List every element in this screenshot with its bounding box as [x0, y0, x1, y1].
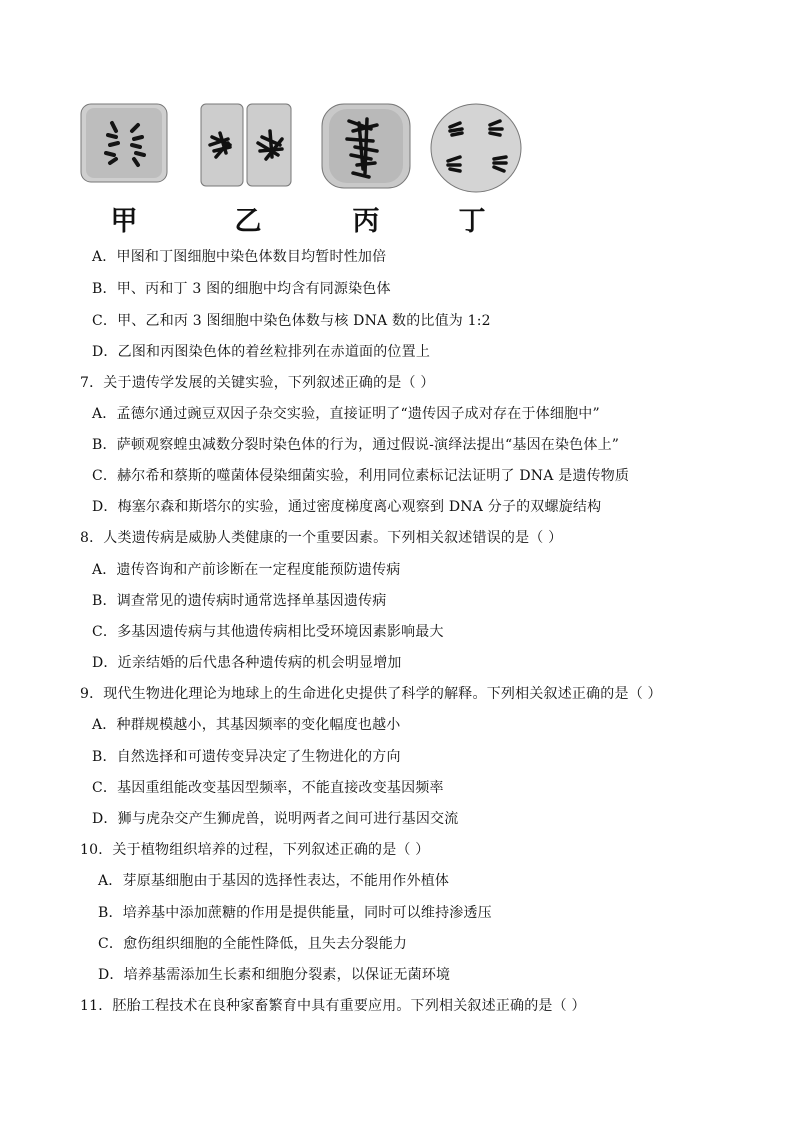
q10-option-d: D．培养基需添加生长素和细胞分裂素，以保证无菌环境 — [98, 967, 451, 983]
q8-option-d: D．近亲结婚的后代患各种遗传病的机会明显增加 — [92, 655, 402, 671]
cell-division-figure — [80, 103, 530, 237]
q10-option-b: B．培养基中添加蔗糖的作用是提供能量，同时可以维持渗透压 — [98, 905, 492, 921]
figure-label-ding: 丁 — [458, 206, 486, 237]
q8-option-c: C．多基因遗传病与其他遗传病相比受环境因素影响最大 — [92, 624, 444, 640]
micrograph-yi — [200, 103, 292, 187]
q8-stem: 8．人类遗传病是威胁人类健康的一个重要因素。下列相关叙述错误的是（ ） — [80, 530, 563, 546]
q11-stem: 11．胚胎工程技术在良种家畜繁育中具有重要应用。下列相关叙述正确的是（ ） — [80, 998, 586, 1014]
q9-option-c: C．基因重组能改变基因型频率，不能直接改变基因频率 — [92, 780, 444, 796]
figure-label-yi: 乙 — [234, 206, 262, 237]
q6-option-b: B．甲、丙和丁 3 图的细胞中均含有同源染色体 — [92, 281, 391, 297]
q10-stem: 10．关于植物组织培养的过程，下列叙述正确的是（ ） — [80, 842, 430, 858]
q7-stem: 7．关于遗传学发展的关键实验，下列叙述正确的是（ ） — [80, 375, 435, 391]
q7-option-d: D．梅塞尔森和斯塔尔的实验，通过密度梯度离心观察到 DNA 分子的双螺旋结构 — [92, 499, 602, 515]
micrograph-ding — [430, 103, 522, 193]
q6-option-d: D．乙图和丙图染色体的着丝粒排列在赤道面的位置上 — [92, 344, 431, 360]
q7-option-c: C．赫尔希和蔡斯的噬菌体侵染细菌实验，利用同位素标记法证明了 DNA 是遗传物质 — [92, 468, 630, 484]
q7-option-a: A．孟德尔通过豌豆双因子杂交实验，直接证明了“遗传因子成对存在于体细胞中” — [92, 406, 600, 422]
q7-option-b: B．萨顿观察蝗虫减数分裂时染色体的行为，通过假说-演绎法提出“基因在染色体上” — [92, 437, 620, 453]
figure-label-jia: 甲 — [110, 206, 138, 237]
q6-option-a: A．甲图和丁图细胞中染色体数目均暂时性加倍 — [92, 249, 387, 265]
micrograph-bing — [321, 103, 411, 189]
q10-option-c: C．愈伤组织细胞的全能性降低，且失去分裂能力 — [98, 936, 408, 952]
q10-option-a: A．芽原基细胞由于基因的选择性表达，不能用作外植体 — [98, 873, 450, 889]
q9-option-d: D．狮与虎杂交产生狮虎兽，说明两者之间可进行基因交流 — [92, 811, 459, 827]
q6-option-c: C．甲、乙和丙 3 图细胞中染色体数与核 DNA 数的比值为 1:2 — [92, 313, 491, 329]
micrograph-jia — [80, 103, 168, 183]
q8-option-b: B．调查常见的遗传病时通常选择单基因遗传病 — [92, 593, 387, 609]
q9-option-b: B．自然选择和可遗传变异决定了生物进化的方向 — [92, 749, 401, 765]
q9-stem: 9．现代生物进化理论为地球上的生命进化史提供了科学的解释。下列相关叙述正确的是（ ） — [80, 686, 662, 702]
q8-option-a: A．遗传咨询和产前诊断在一定程度能预防遗传病 — [92, 562, 401, 578]
figure-label-bing: 丙 — [352, 206, 380, 237]
q9-option-a: A．种群规模越小，其基因频率的变化幅度也越小 — [92, 717, 401, 733]
